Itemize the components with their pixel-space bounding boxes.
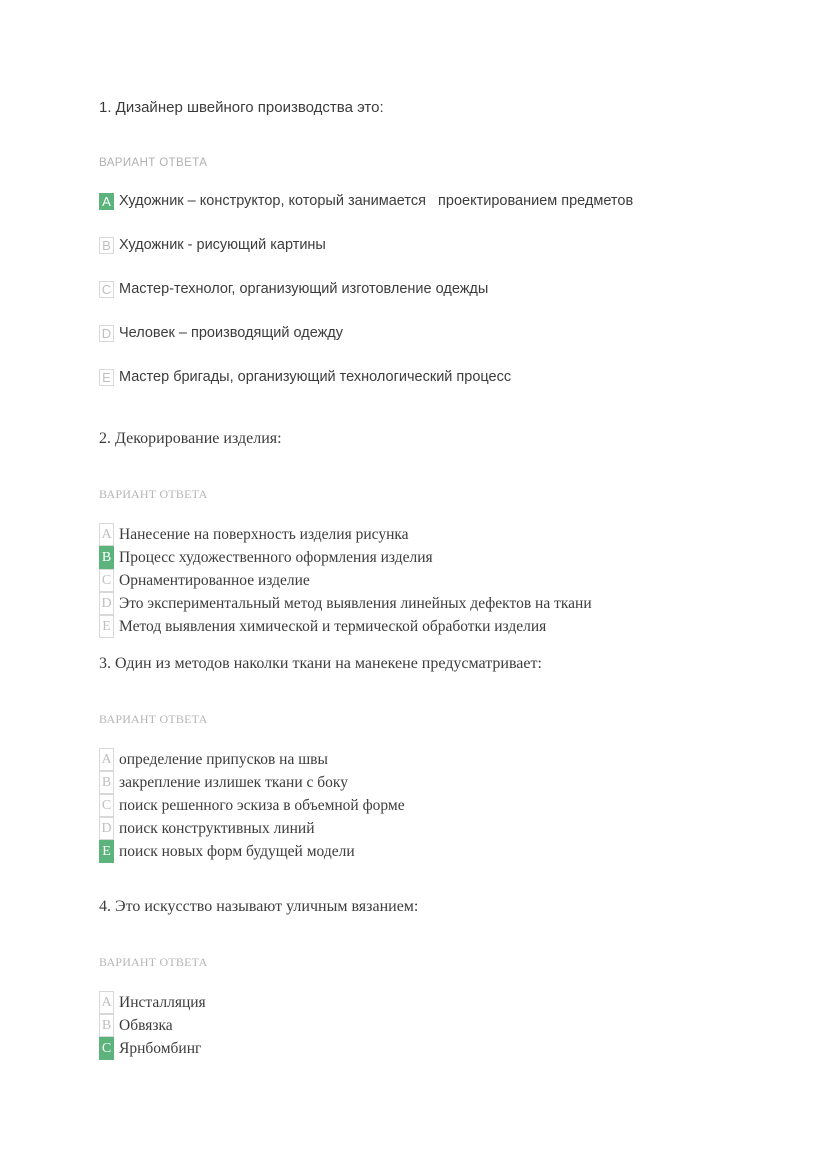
option-row[interactable] bbox=[99, 523, 759, 546]
question-block-4 bbox=[99, 897, 759, 1060]
option-row[interactable] bbox=[99, 840, 759, 863]
answers-label-1: ВАРИАНТ ОТВЕТА bbox=[99, 157, 208, 169]
option-row[interactable] bbox=[99, 368, 759, 387]
option-text: Художник - рисующий картины bbox=[119, 237, 326, 253]
spacer bbox=[99, 917, 759, 955]
option-row[interactable] bbox=[99, 280, 759, 299]
options-list-3 bbox=[99, 748, 759, 863]
option-text: определение припусков на швы bbox=[119, 751, 328, 768]
option-row[interactable] bbox=[99, 546, 759, 569]
option-row[interactable] bbox=[99, 991, 759, 1014]
question-text-4: 4. Это искусство называют уличным вязанием: bbox=[99, 898, 419, 915]
option-text: Мастер бригады, организующий технологический процесс bbox=[119, 369, 512, 385]
option-row[interactable] bbox=[99, 771, 759, 794]
spacer bbox=[99, 387, 759, 429]
spacer bbox=[99, 969, 759, 991]
option-text: Это экспериментальный метод выявления линейных дефектов на ткани bbox=[119, 595, 592, 612]
option-letter-badge: A bbox=[99, 523, 114, 546]
spacer bbox=[99, 501, 759, 523]
option-letter-badge: C bbox=[99, 281, 114, 298]
option-row[interactable] bbox=[99, 817, 759, 840]
option-row[interactable] bbox=[99, 748, 759, 771]
option-row[interactable] bbox=[99, 1037, 759, 1060]
option-text: поиск решенного эскиза в объемной форме bbox=[119, 797, 405, 814]
option-text: Художник – конструктор, который занимается проектированием предметов bbox=[119, 193, 634, 209]
option-letter-badge: E bbox=[99, 840, 114, 863]
option-text: Обвязка bbox=[119, 1017, 173, 1034]
question-text-1: 1. Дизайнер швейного производства это: bbox=[99, 99, 384, 116]
options-list-4 bbox=[99, 991, 759, 1060]
option-letter-badge: A bbox=[99, 748, 114, 771]
option-text: Ярнбомбинг bbox=[119, 1040, 202, 1057]
spacer bbox=[99, 726, 759, 748]
question-block-2 bbox=[99, 429, 759, 638]
question-text-2: 2. Декорирование изделия: bbox=[99, 430, 282, 447]
option-row[interactable] bbox=[99, 324, 759, 343]
spacer bbox=[99, 863, 759, 897]
option-text: Инсталляция bbox=[119, 994, 206, 1011]
spacer bbox=[99, 638, 759, 654]
option-text: Процесс художественного оформления изделия bbox=[119, 549, 433, 566]
question-block-3 bbox=[99, 654, 759, 863]
option-letter-badge: B bbox=[99, 1014, 114, 1037]
option-text: закрепление излишек ткани с боку bbox=[119, 774, 348, 791]
answers-label-4: ВАРИАНТ ОТВЕТА bbox=[99, 955, 208, 969]
question-block-1 bbox=[99, 98, 759, 387]
document-content bbox=[99, 98, 759, 1060]
answers-label-2: ВАРИАНТ ОТВЕТА bbox=[99, 487, 208, 501]
option-row[interactable] bbox=[99, 592, 759, 615]
spacer bbox=[99, 674, 759, 712]
option-letter-badge: B bbox=[99, 237, 114, 254]
option-text: Человек – производящий одежду bbox=[119, 325, 344, 341]
option-letter-badge: C bbox=[99, 1037, 114, 1060]
option-row[interactable] bbox=[99, 236, 759, 255]
option-row[interactable] bbox=[99, 569, 759, 592]
option-row[interactable] bbox=[99, 1014, 759, 1037]
option-letter-badge: A bbox=[99, 193, 114, 210]
spacer bbox=[99, 170, 759, 192]
option-letter-badge: C bbox=[99, 794, 114, 817]
option-row[interactable] bbox=[99, 192, 759, 211]
option-text: поиск новых форм будущей модели bbox=[119, 843, 355, 860]
option-letter-badge: B bbox=[99, 771, 114, 794]
option-letter-badge: D bbox=[99, 817, 114, 840]
options-list-1 bbox=[99, 192, 759, 387]
option-row[interactable] bbox=[99, 615, 759, 638]
option-row[interactable] bbox=[99, 794, 759, 817]
option-text: Нанесение на поверхность изделия рисунка bbox=[119, 526, 409, 543]
option-letter-badge: A bbox=[99, 991, 114, 1014]
spacer bbox=[99, 118, 759, 156]
option-text: Метод выявления химической и термической обработки изделия bbox=[119, 618, 547, 635]
option-letter-badge: D bbox=[99, 325, 114, 342]
option-letter-badge: B bbox=[99, 546, 114, 569]
spacer bbox=[99, 449, 759, 487]
option-letter-badge: E bbox=[99, 369, 114, 386]
option-letter-badge: E bbox=[99, 615, 114, 638]
option-text: поиск конструктивных линий bbox=[119, 820, 315, 837]
option-letter-badge: C bbox=[99, 569, 114, 592]
options-list-2 bbox=[99, 523, 759, 638]
option-text: Мастер-технолог, организующий изготовление одежды bbox=[119, 281, 489, 297]
question-text-3: 3. Один из методов наколки ткани на манекене предусматривает: bbox=[99, 655, 542, 672]
option-text: Орнаментированное изделие bbox=[119, 572, 310, 589]
option-letter-badge: D bbox=[99, 592, 114, 615]
answers-label-3: ВАРИАНТ ОТВЕТА bbox=[99, 712, 208, 726]
